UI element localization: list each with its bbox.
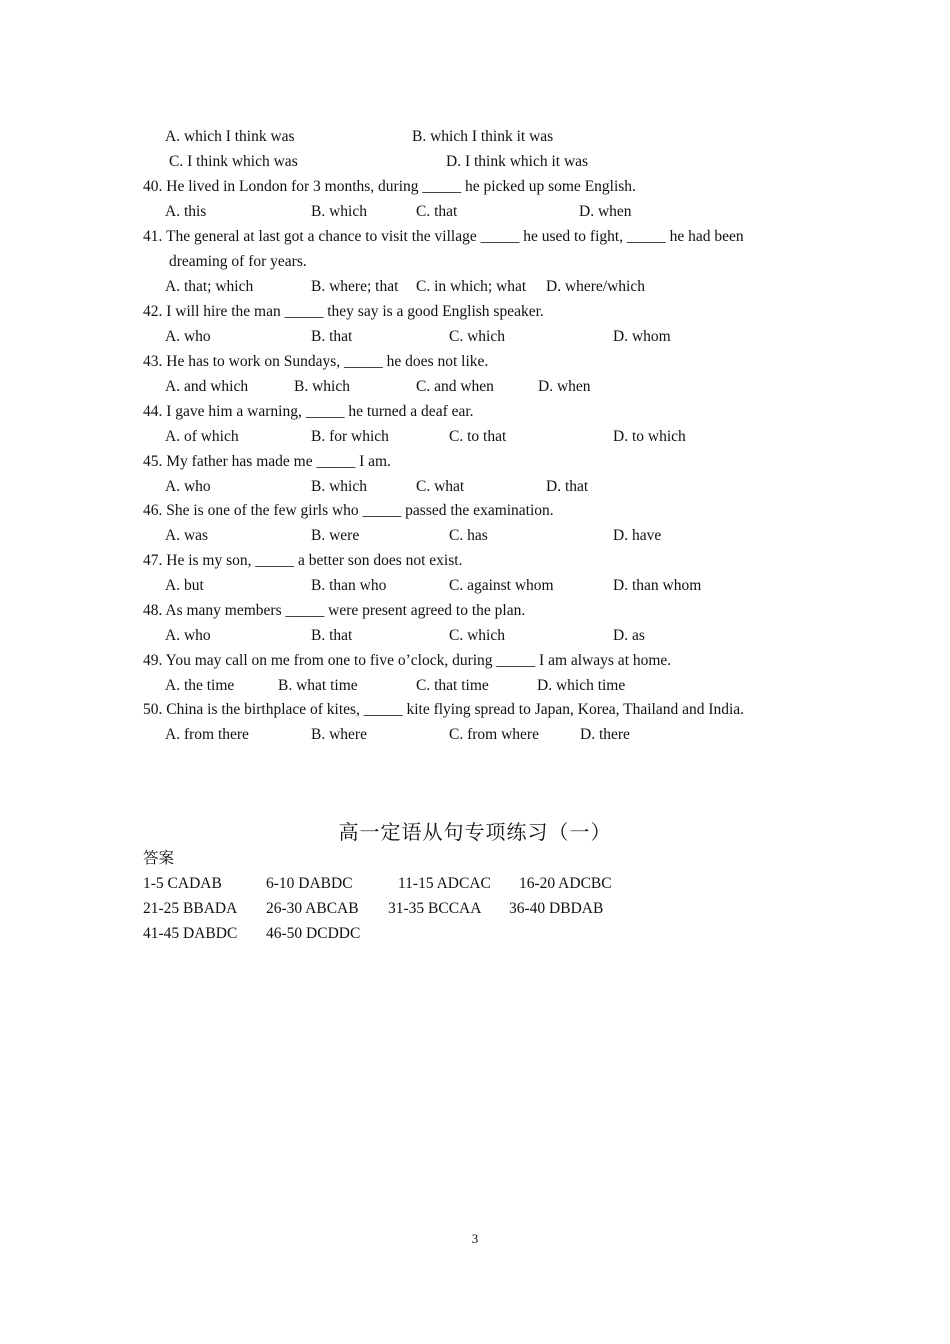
question-stem <box>0 549 950 573</box>
option-d: D. I think which it was <box>446 153 589 170</box>
option-a: A. this <box>165 203 207 220</box>
answer-group: 16-20 ADCBC <box>519 875 612 892</box>
question-41-stem-cont: dreaming of for years. <box>169 253 307 270</box>
question-41-stem: 41. The general at last got a chance to visit the village _____ he used to fight, _____ he had been <box>143 228 744 245</box>
question-45-stem: 45. My father has made me _____ I am. <box>143 453 391 470</box>
answer-group: 31-35 BCCAA <box>388 900 482 917</box>
option-d: D. whom <box>613 328 671 345</box>
question-stem <box>0 225 950 249</box>
option-d: D. when <box>579 203 632 220</box>
option-b: B. where <box>311 726 367 743</box>
answer-group: 26-30 ABCAB <box>266 900 359 917</box>
question-42-stem: 42. I will hire the man _____ they say is a good English speaker. <box>143 303 544 320</box>
option-d: D. that <box>546 478 589 495</box>
option-c: C. against whom <box>449 577 554 594</box>
option-c: C. which <box>449 627 505 644</box>
option-d: D. there <box>580 726 630 743</box>
option-a: A. and which <box>165 378 249 395</box>
question-44-stem: 44. I gave him a warning, _____ he turned a deaf ear. <box>143 403 474 420</box>
option-b: B. where; that <box>311 278 399 295</box>
question-options <box>0 475 950 499</box>
question-options <box>0 674 950 698</box>
question-options <box>0 425 950 449</box>
question-43-stem: 43. He has to work on Sundays, _____ he does not like. <box>143 353 489 370</box>
question-options <box>0 375 950 399</box>
question-options <box>0 574 950 598</box>
question-stem <box>0 350 950 374</box>
q39-options-row-1 <box>0 125 950 149</box>
option-a: A. from there <box>165 726 249 743</box>
option-b: B. that <box>311 627 353 644</box>
option-b: B. which I think it was <box>412 128 554 145</box>
option-c: C. has <box>449 527 488 544</box>
option-b: B. that <box>311 328 353 345</box>
question-stem <box>0 300 950 324</box>
answer-group: 6-10 DABDC <box>266 875 353 892</box>
option-b: B. for which <box>311 428 389 445</box>
option-c: C. to that <box>449 428 507 445</box>
option-c: C. what <box>416 478 465 495</box>
option-b: B. than who <box>311 577 387 594</box>
question-47-stem: 47. He is my son, _____ a better son does not exist. <box>143 552 463 569</box>
question-options <box>0 624 950 648</box>
answers-row <box>0 897 950 921</box>
answer-group: 46-50 DCDDC <box>266 925 361 942</box>
question-options <box>0 723 950 747</box>
option-d: D. to which <box>613 428 686 445</box>
option-a: A. of which <box>165 428 239 445</box>
question-46-stem: 46. She is one of the few girls who _____ passed the examination. <box>143 502 554 519</box>
option-d: D. which time <box>537 677 626 694</box>
option-b: B. which <box>294 378 350 395</box>
option-c: C. from where <box>449 726 539 743</box>
option-b: B. what time <box>278 677 358 694</box>
question-49-stem: 49. You may call on me from one to five o’clock, during _____ I am always at home. <box>143 652 672 669</box>
question-stem <box>0 400 950 424</box>
answer-group: 11-15 ADCAC <box>398 875 491 892</box>
answer-group: 41-45 DABDC <box>143 925 238 942</box>
page-number: 3 <box>471 1231 479 1246</box>
question-stem-continued <box>0 250 950 274</box>
option-a: A. who <box>165 478 211 495</box>
answer-group: 1-5 CADAB <box>143 875 222 892</box>
answers-label-row <box>0 847 950 871</box>
question-options <box>0 524 950 548</box>
option-a: A. that; which <box>165 278 254 295</box>
question-options <box>0 275 950 299</box>
question-stem <box>0 649 950 673</box>
option-d: D. where/which <box>546 278 645 295</box>
question-options <box>0 200 950 224</box>
answers-title: 高一定语从句专项练习（一） <box>338 822 612 844</box>
question-48-stem: 48. As many members _____ were present agreed to the plan. <box>143 602 526 619</box>
option-d: D. as <box>613 627 645 644</box>
option-a: A. who <box>165 627 211 644</box>
option-a: A. who <box>165 328 211 345</box>
option-a: A. which I think was <box>165 128 295 145</box>
option-d: D. have <box>613 527 662 544</box>
option-c: C. which <box>449 328 505 345</box>
option-a: A. the time <box>165 677 235 694</box>
question-stem <box>0 499 950 523</box>
option-c: C. that <box>416 203 458 220</box>
option-d: D. when <box>538 378 591 395</box>
question-stem <box>0 599 950 623</box>
question-stem <box>0 698 950 722</box>
q39-options-row-2 <box>0 150 950 174</box>
option-a: A. but <box>165 577 204 594</box>
question-50-stem: 50. China is the birthplace of kites, _____ kite flying spread to Japan, Korea, Thailand and India. <box>143 701 745 718</box>
answer-group: 21-25 BBADA <box>143 900 238 917</box>
answers-row <box>0 922 950 946</box>
answers-row <box>0 872 950 896</box>
answers-label: 答案 <box>143 850 175 867</box>
question-40-stem: 40. He lived in London for 3 months, during _____ he picked up some English. <box>143 178 636 195</box>
question-options <box>0 325 950 349</box>
option-b: B. which <box>311 478 367 495</box>
option-c: C. and when <box>416 378 494 395</box>
answer-group: 36-40 DBDAB <box>509 900 604 917</box>
option-a: A. was <box>165 527 209 544</box>
question-stem <box>0 175 950 199</box>
option-b: B. were <box>311 527 360 544</box>
option-c: C. I think which was <box>169 153 298 170</box>
option-b: B. which <box>311 203 367 220</box>
question-stem <box>0 450 950 474</box>
option-c: C. that time <box>416 677 489 694</box>
option-d: D. than whom <box>613 577 702 594</box>
option-c: C. in which; what <box>416 278 527 295</box>
